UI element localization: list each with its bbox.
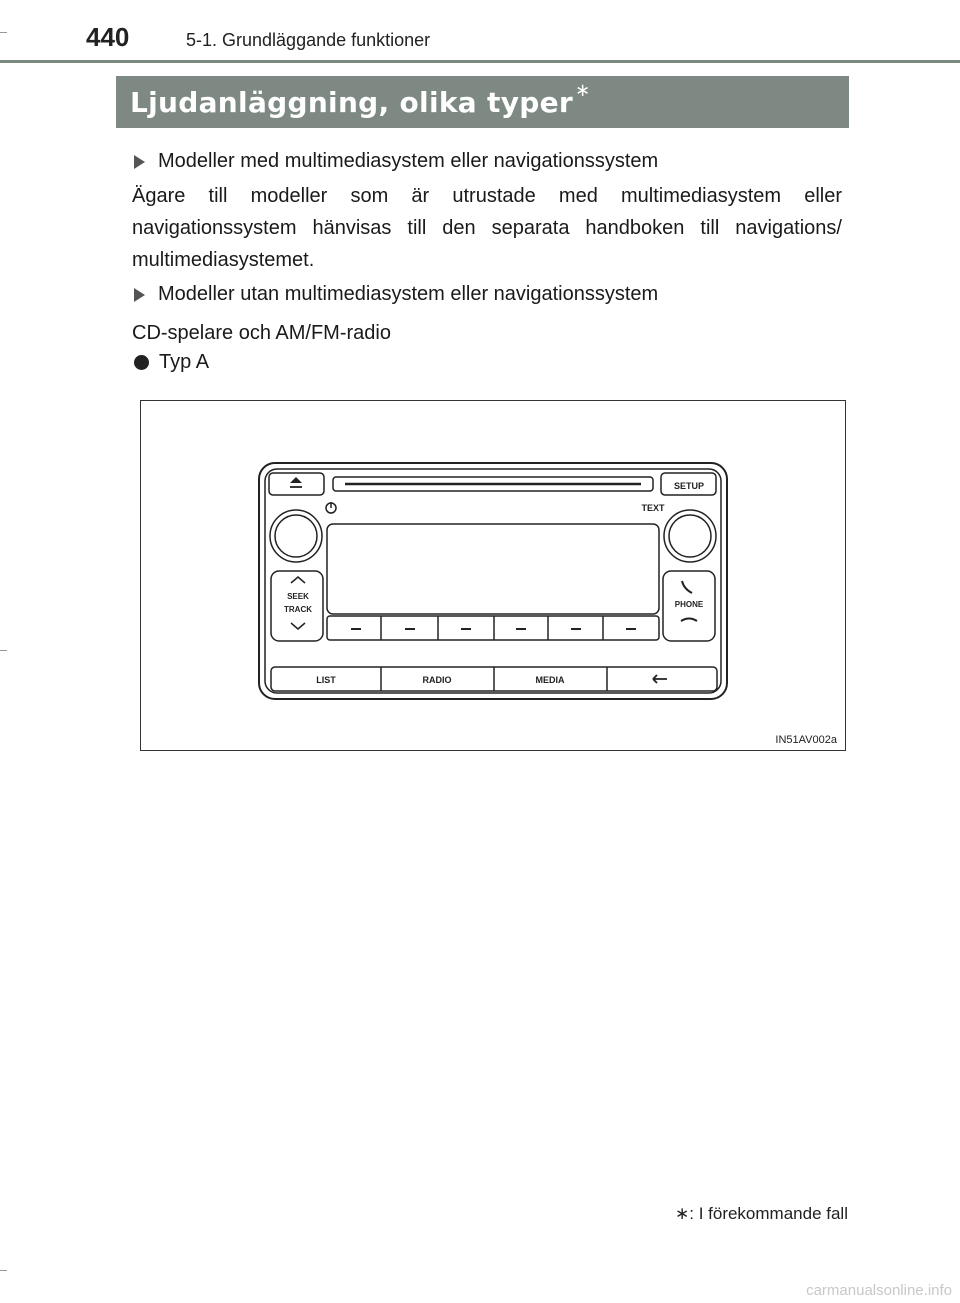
section-header	[116, 76, 849, 128]
list-label: LIST	[316, 675, 336, 685]
phone-label: PHONE	[674, 600, 704, 609]
footnote	[675, 1204, 848, 1224]
text-label: TEXT	[641, 503, 665, 513]
bullet-text: Modeller utan multimediasystem eller navigationssystem	[158, 283, 659, 305]
triangle-bullet-icon	[134, 288, 145, 302]
bullet-non-multimedia-models	[134, 283, 658, 306]
paragraph-multimedia-owners: Ägare till modeller som är utrustade med multimediasystem eller navigationssystem hänvisas till den separata handboken till navigations/ multimediasystemet.	[132, 185, 842, 271]
figure-code: IN51AV002a	[775, 734, 837, 746]
dot-bullet-icon	[134, 355, 149, 370]
footnote-mark: ∗	[675, 1204, 690, 1223]
media-label: MEDIA	[535, 675, 565, 685]
audio-unit-drawing	[141, 401, 845, 750]
section-title: Ljudanläggning, olika typer	[130, 85, 573, 119]
header-rule	[0, 60, 960, 63]
seek-label: SEEK	[287, 592, 309, 601]
setup-label: SETUP	[673, 481, 705, 491]
bullet-multimedia-models	[134, 150, 658, 173]
triangle-bullet-icon	[134, 155, 145, 169]
footnote-text: : I förekommande fall	[689, 1204, 848, 1223]
type-a-item	[134, 351, 209, 374]
bullet-text: Modeller med multimediasystem eller navigationssystem	[158, 150, 659, 172]
display-screen	[327, 524, 659, 614]
section-title-mark: ∗	[575, 79, 591, 101]
chapter-title: 5-1. Grundläggande funktioner	[186, 30, 431, 50]
track-label: TRACK	[284, 605, 312, 614]
eject-button	[269, 473, 324, 495]
radio-label: RADIO	[422, 675, 452, 685]
audio-unit-figure	[140, 400, 846, 751]
watermark: carmanualsonline.info	[806, 1282, 952, 1299]
paragraph-cd-radio: CD-spelare och AM/FM-radio	[132, 322, 391, 344]
page-number: 440	[86, 22, 130, 52]
type-a-label: Typ A	[159, 351, 210, 373]
